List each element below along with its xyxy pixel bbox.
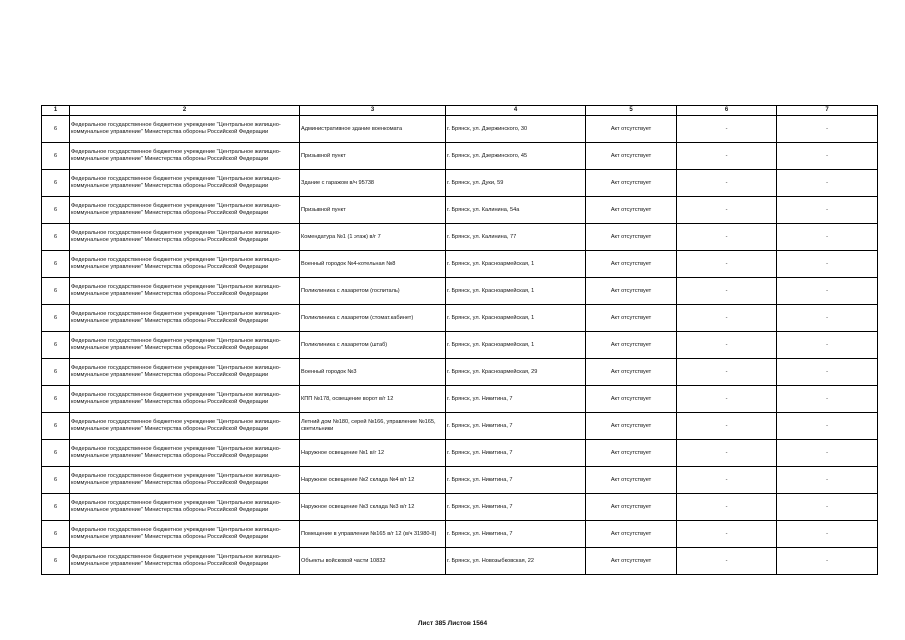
act-status-cell: Акт отсутствует (586, 548, 677, 575)
organization-cell: Федеральное государственное бюджетное учреждение "Центральное жилищно-коммунальное управление" Министерства обороны Российской Федерации (70, 359, 300, 386)
header-col-2: 2 (70, 106, 300, 116)
header-col-6: 6 (677, 106, 777, 116)
address-cell: г. Брянск, ул. Калинина, 54а (446, 197, 586, 224)
table-row (42, 413, 878, 440)
organization-cell: Федеральное государственное бюджетное учреждение "Центральное жилищно-коммунальное управление" Министерства обороны Российской Федерации (70, 305, 300, 332)
act-status-cell: Акт отсутствует (586, 386, 677, 413)
header-col-5: 5 (586, 106, 677, 116)
column-7-cell: - (777, 548, 878, 575)
row-number: 6 (42, 332, 70, 359)
address-cell: г. Брянск, ул. Дуки, 59 (446, 170, 586, 197)
table-row (42, 305, 878, 332)
table-row (42, 116, 878, 143)
organization-cell: Федеральное государственное бюджетное учреждение "Центральное жилищно-коммунальное управление" Министерства обороны Российской Федерации (70, 278, 300, 305)
act-status-cell: Акт отсутствует (586, 440, 677, 467)
address-cell: г. Брянск, ул. Никитина, 7 (446, 467, 586, 494)
row-number: 6 (42, 494, 70, 521)
object-name-cell: Наружное освещение №3 склада №3 в/г 12 (300, 494, 446, 521)
object-name-cell: Призывной пункт (300, 143, 446, 170)
object-name-cell: Наружное освещение №2 склада №4 в/г 12 (300, 467, 446, 494)
column-7-cell: - (777, 332, 878, 359)
column-6-cell: - (677, 359, 777, 386)
act-status-cell: Акт отсутствует (586, 494, 677, 521)
column-6-cell: - (677, 224, 777, 251)
table-row (42, 386, 878, 413)
organization-cell: Федеральное государственное бюджетное учреждение "Центральное жилищно-коммунальное управление" Министерства обороны Российской Федерации (70, 251, 300, 278)
column-6-cell: - (677, 494, 777, 521)
row-number: 6 (42, 440, 70, 467)
organization-cell: Федеральное государственное бюджетное учреждение "Центральное жилищно-коммунальное управление" Министерства обороны Российской Федерации (70, 197, 300, 224)
table-body (42, 116, 878, 575)
column-7-cell: - (777, 440, 878, 467)
address-cell: г. Брянск, ул. Красноармейская, 29 (446, 359, 586, 386)
object-name-cell: Наружное освещение №1 в/г 12 (300, 440, 446, 467)
table-row (42, 251, 878, 278)
object-name-cell: Здание с гаражом в/ч 95738 (300, 170, 446, 197)
object-name-cell: Административное здание военкомата (300, 116, 446, 143)
organization-cell: Федеральное государственное бюджетное учреждение "Центральное жилищно-коммунальное управление" Министерства обороны Российской Федерации (70, 143, 300, 170)
organization-cell: Федеральное государственное бюджетное учреждение "Центральное жилищно-коммунальное управление" Министерства обороны Российской Федерации (70, 116, 300, 143)
object-name-cell: КПП №178, освещение ворот в/г 12 (300, 386, 446, 413)
row-number: 6 (42, 413, 70, 440)
organization-cell: Федеральное государственное бюджетное учреждение "Центральное жилищно-коммунальное управление" Министерства обороны Российской Федерации (70, 521, 300, 548)
column-7-cell: - (777, 305, 878, 332)
row-number: 6 (42, 467, 70, 494)
row-number: 6 (42, 251, 70, 278)
row-number: 6 (42, 170, 70, 197)
object-name-cell: Поликлиника с лазаретом (штаб) (300, 332, 446, 359)
address-cell: г. Брянск, ул. Красноармейская, 1 (446, 251, 586, 278)
column-6-cell: - (677, 143, 777, 170)
table-row (42, 143, 878, 170)
table-row (42, 359, 878, 386)
address-cell: г. Брянск, ул. Никитина, 7 (446, 494, 586, 521)
table-row (42, 494, 878, 521)
column-7-cell: - (777, 224, 878, 251)
column-6-cell: - (677, 116, 777, 143)
organization-cell: Федеральное государственное бюджетное учреждение "Центральное жилищно-коммунальное управление" Министерства обороны Российской Федерации (70, 413, 300, 440)
table-row (42, 197, 878, 224)
object-name-cell: Летний дом №180, серей №166, управление №165, светильники (300, 413, 446, 440)
column-7-cell: - (777, 359, 878, 386)
header-col-3: 3 (300, 106, 446, 116)
act-status-cell: Акт отсутствует (586, 359, 677, 386)
column-7-cell: - (777, 170, 878, 197)
organization-cell: Федеральное государственное бюджетное учреждение "Центральное жилищно-коммунальное управление" Министерства обороны Российской Федерации (70, 494, 300, 521)
address-cell: г. Брянск, ул. Никитина, 7 (446, 413, 586, 440)
column-6-cell: - (677, 413, 777, 440)
act-status-cell: Акт отсутствует (586, 170, 677, 197)
header-row (42, 106, 878, 116)
column-7-cell: - (777, 197, 878, 224)
table-row (42, 467, 878, 494)
column-6-cell: - (677, 521, 777, 548)
header-col-7: 7 (777, 106, 878, 116)
organization-cell: Федеральное государственное бюджетное учреждение "Центральное жилищно-коммунальное управление" Министерства обороны Российской Федерации (70, 467, 300, 494)
column-7-cell: - (777, 251, 878, 278)
registry-table (41, 105, 878, 575)
address-cell: г. Брянск, ул. Дзержинского, 30 (446, 116, 586, 143)
column-7-cell: - (777, 143, 878, 170)
table-row (42, 278, 878, 305)
organization-cell: Федеральное государственное бюджетное учреждение "Центральное жилищно-коммунальное управление" Министерства обороны Российской Федерации (70, 170, 300, 197)
table-header (42, 106, 878, 116)
act-status-cell: Акт отсутствует (586, 116, 677, 143)
column-7-cell: - (777, 278, 878, 305)
column-6-cell: - (677, 278, 777, 305)
object-name-cell: Призывной пункт (300, 197, 446, 224)
act-status-cell: Акт отсутствует (586, 251, 677, 278)
column-7-cell: - (777, 116, 878, 143)
address-cell: г. Брянск, ул. Никитина, 7 (446, 440, 586, 467)
row-number: 6 (42, 548, 70, 575)
column-7-cell: - (777, 413, 878, 440)
object-name-cell: Поликлиника с лазаретом (госпиталь) (300, 278, 446, 305)
row-number: 6 (42, 143, 70, 170)
column-6-cell: - (677, 467, 777, 494)
table-row (42, 521, 878, 548)
object-name-cell: Военный городок №4-котельная №8 (300, 251, 446, 278)
address-cell: г. Брянск, ул. Красноармейская, 1 (446, 332, 586, 359)
table-row (42, 170, 878, 197)
row-number: 6 (42, 224, 70, 251)
column-6-cell: - (677, 548, 777, 575)
column-6-cell: - (677, 197, 777, 224)
table-row (42, 548, 878, 575)
table-row (42, 440, 878, 467)
organization-cell: Федеральное государственное бюджетное учреждение "Центральное жилищно-коммунальное управление" Министерства обороны Российской Федерации (70, 224, 300, 251)
organization-cell: Федеральное государственное бюджетное учреждение "Центральное жилищно-коммунальное управление" Министерства обороны Российской Федерации (70, 440, 300, 467)
column-7-cell: - (777, 386, 878, 413)
row-number: 6 (42, 359, 70, 386)
act-status-cell: Акт отсутствует (586, 413, 677, 440)
column-6-cell: - (677, 170, 777, 197)
act-status-cell: Акт отсутствует (586, 224, 677, 251)
column-6-cell: - (677, 386, 777, 413)
act-status-cell: Акт отсутствует (586, 278, 677, 305)
column-6-cell: - (677, 305, 777, 332)
act-status-cell: Акт отсутствует (586, 143, 677, 170)
column-7-cell: - (777, 494, 878, 521)
act-status-cell: Акт отсутствует (586, 467, 677, 494)
object-name-cell: Военный городок №3 (300, 359, 446, 386)
column-6-cell: - (677, 332, 777, 359)
address-cell: г. Брянск, ул. Никитина, 7 (446, 386, 586, 413)
object-name-cell: Объекты войсковой части 10832 (300, 548, 446, 575)
column-6-cell: - (677, 440, 777, 467)
row-number: 6 (42, 386, 70, 413)
column-7-cell: - (777, 467, 878, 494)
object-name-cell: Комендатура №1 (1 этаж) в/г 7 (300, 224, 446, 251)
object-name-cell: Помещение в управлении №165 в/г 12 (в/ч 31980-II) (300, 521, 446, 548)
object-name-cell: Поликлиника с лазаретом (стомат.кабинет) (300, 305, 446, 332)
act-status-cell: Акт отсутствует (586, 332, 677, 359)
page-counter: Лист 385 Листов 1564 (417, 620, 488, 627)
row-number: 6 (42, 197, 70, 224)
row-number: 6 (42, 521, 70, 548)
organization-cell: Федеральное государственное бюджетное учреждение "Центральное жилищно-коммунальное управление" Министерства обороны Российской Федерации (70, 386, 300, 413)
address-cell: г. Брянск, ул. Дзержинского, 45 (446, 143, 586, 170)
table-row (42, 332, 878, 359)
row-number: 6 (42, 305, 70, 332)
address-cell: г. Брянск, ул. Красноармейская, 1 (446, 305, 586, 332)
organization-cell: Федеральное государственное бюджетное учреждение "Центральное жилищно-коммунальное управление" Министерства обороны Российской Федерации (70, 332, 300, 359)
address-cell: г. Брянск, ул. Новозыбковская, 22 (446, 548, 586, 575)
address-cell: г. Брянск, ул. Никитина, 7 (446, 521, 586, 548)
organization-cell: Федеральное государственное бюджетное учреждение "Центральное жилищно-коммунальное управление" Министерства обороны Российской Федерации (70, 548, 300, 575)
address-cell: г. Брянск, ул. Красноармейская, 1 (446, 278, 586, 305)
row-number: 6 (42, 116, 70, 143)
column-6-cell: - (677, 251, 777, 278)
address-cell: г. Брянск, ул. Калинина, 77 (446, 224, 586, 251)
header-col-1: 1 (42, 106, 70, 116)
table-row (42, 224, 878, 251)
act-status-cell: Акт отсутствует (586, 521, 677, 548)
row-number: 6 (42, 278, 70, 305)
header-col-4: 4 (446, 106, 586, 116)
act-status-cell: Акт отсутствует (586, 305, 677, 332)
act-status-cell: Акт отсутствует (586, 197, 677, 224)
column-7-cell: - (777, 521, 878, 548)
